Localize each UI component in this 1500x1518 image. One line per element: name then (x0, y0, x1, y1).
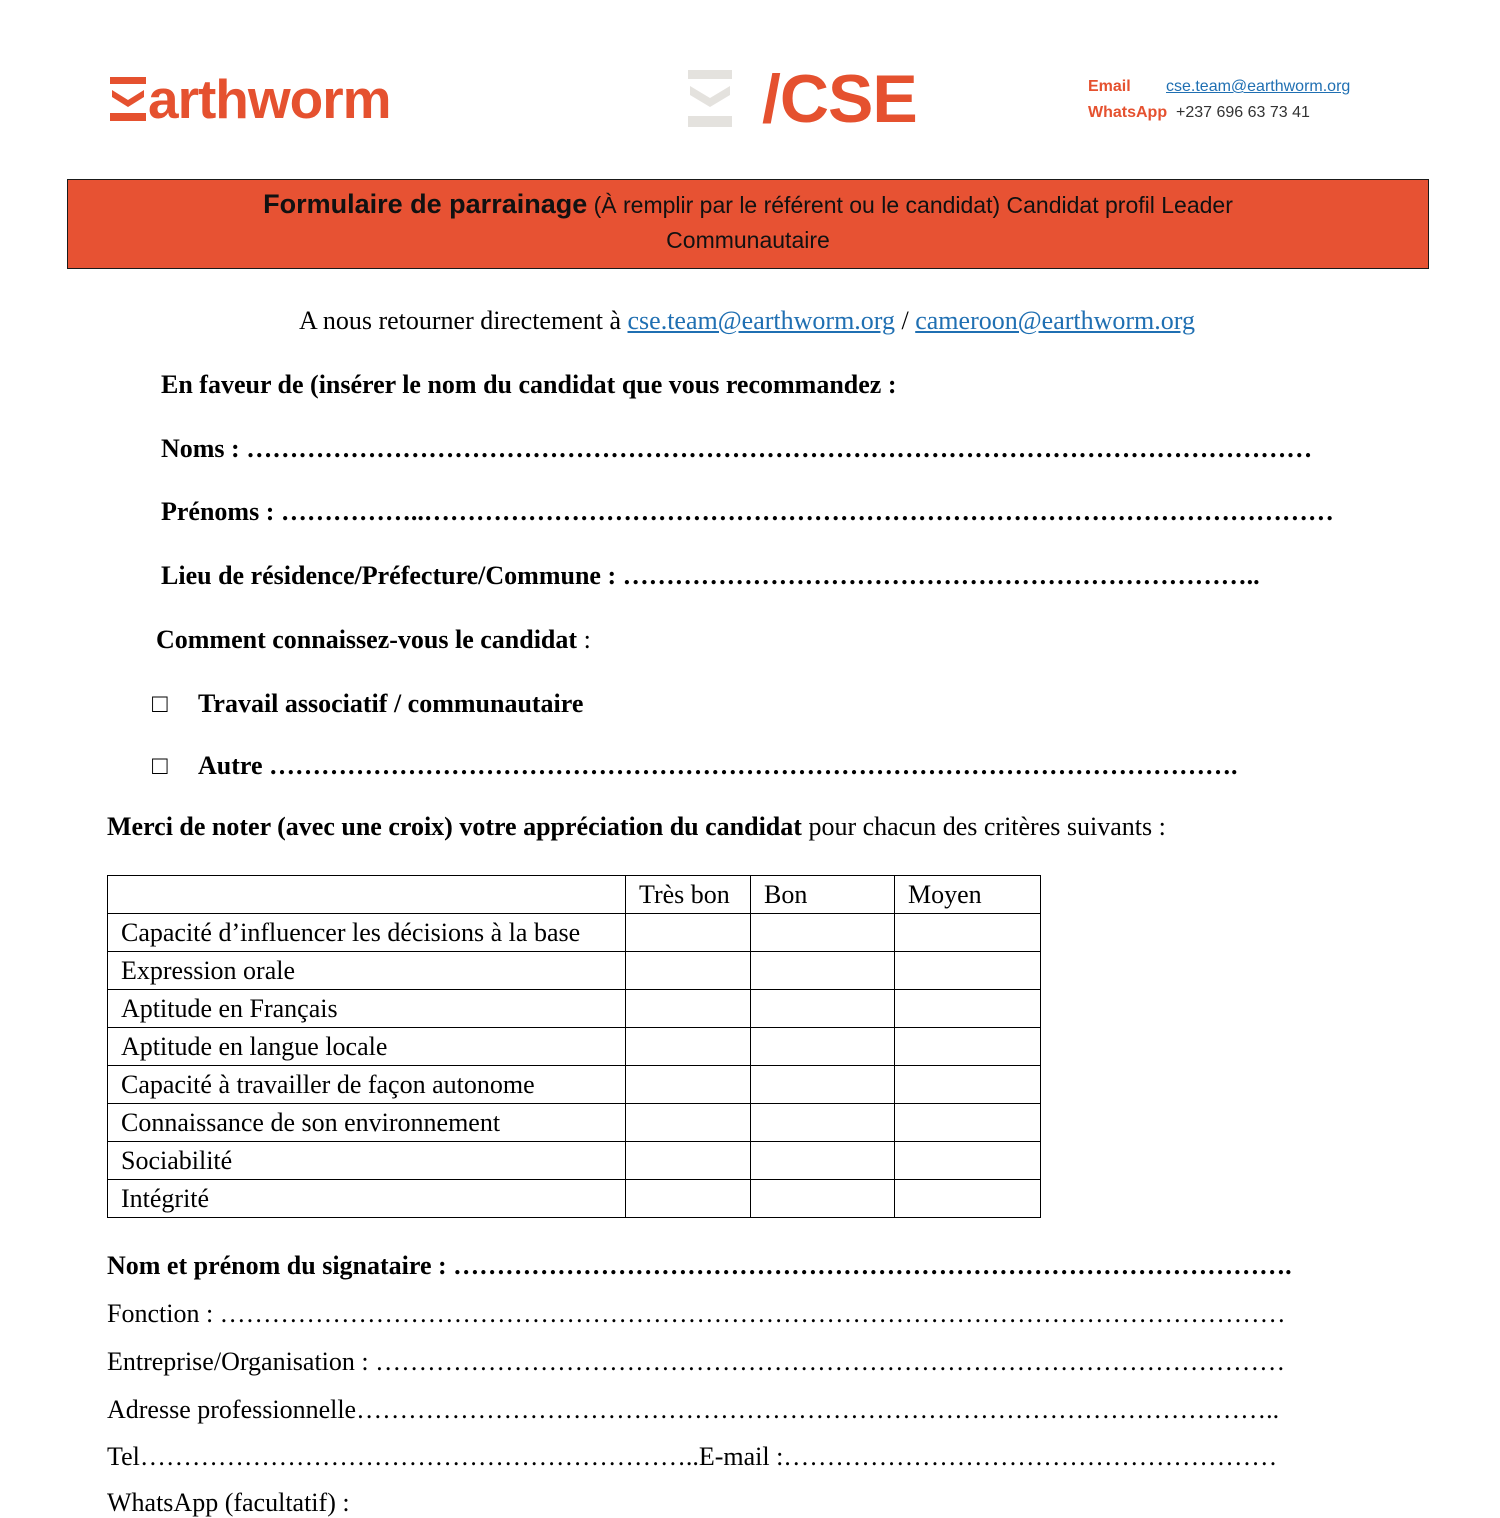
rating-cell-tres-bon[interactable] (626, 1066, 751, 1104)
table-row (108, 990, 1041, 1028)
rating-table (107, 875, 1041, 1218)
rating-cell-tres-bon[interactable] (626, 990, 751, 1028)
earthworm-mark-icon (110, 75, 146, 123)
noms-field[interactable]: Noms : …………………………………………………………………………………………………………… (161, 434, 1313, 463)
comment-question-rest: : (577, 625, 591, 654)
checkbox-associatif[interactable]: □ (152, 689, 168, 718)
rating-instructions-bold: Merci de noter (avec une croix) votre appréciation du candidat (107, 812, 802, 841)
return-text: A nous retourner directement à (299, 306, 628, 335)
table-row (108, 1028, 1041, 1066)
rating-cell-moyen[interactable] (895, 952, 1041, 990)
rating-instructions-rest: pour chacun des critères suivants : (801, 812, 1166, 841)
cse-mark-icon (686, 70, 734, 128)
title-banner (67, 179, 1429, 269)
rating-cell-bon[interactable] (751, 1066, 895, 1104)
contact-block (1088, 74, 1350, 126)
rating-cell-bon[interactable] (751, 952, 895, 990)
option-associatif[interactable] (152, 689, 583, 719)
rating-cell-moyen[interactable] (895, 1180, 1041, 1218)
table-row (108, 1180, 1041, 1218)
rating-cell-tres-bon[interactable] (626, 952, 751, 990)
logo-wordmark: arthworm (148, 67, 391, 130)
table-row (108, 1066, 1041, 1104)
whatsapp-number: +237 696 63 73 41 (1176, 104, 1310, 121)
separator: / (894, 306, 916, 335)
email-label: Email (1088, 78, 1131, 95)
comment-question-bold: Comment connaissez-vous le candidat (156, 625, 578, 654)
comment-question (156, 625, 591, 655)
adresse-field[interactable]: Adresse professionnelle…………………………………………………………………………………………….. (107, 1395, 1280, 1424)
header-tres-bon: Très bon (626, 876, 751, 914)
rating-cell-moyen[interactable] (895, 990, 1041, 1028)
cse-wordmark: /CSE (762, 61, 917, 137)
table-row (108, 1104, 1041, 1142)
signatory-name-field[interactable]: Nom et prénom du signataire : ……………………………………………………………………………………. (107, 1251, 1292, 1280)
fonction-field[interactable]: Fonction : …………………………………………………………………………………………………………… (107, 1299, 1286, 1328)
criterion-label: Intégrité (108, 1180, 626, 1218)
rating-cell-tres-bon[interactable] (626, 1104, 751, 1142)
rating-cell-tres-bon[interactable] (626, 1142, 751, 1180)
cameroon-email-link[interactable]: cameroon@earthworm.org (915, 306, 1195, 335)
rating-cell-bon[interactable] (751, 1180, 895, 1218)
rating-cell-moyen[interactable] (895, 1066, 1041, 1104)
header-moyen: Moyen (895, 876, 1041, 914)
option-associatif-label: Travail associatif / communautaire (198, 689, 584, 718)
criterion-label: Capacité d’influencer les décisions à la base (108, 914, 626, 952)
tel-email-field[interactable]: Tel………………………………………………………..E-mail :………………………………………………… (107, 1442, 1278, 1471)
table-row (108, 1142, 1041, 1180)
option-autre[interactable] (152, 751, 1238, 781)
email-link[interactable]: cse.team@earthworm.org (1166, 78, 1351, 95)
return-instructions (299, 306, 1195, 336)
rating-cell-moyen[interactable] (895, 1028, 1041, 1066)
cse-email-link[interactable]: cse.team@earthworm.org (627, 306, 895, 335)
criterion-label: Capacité à travailler de façon autonome (108, 1066, 626, 1104)
whatsapp-field[interactable]: WhatsApp (facultatif) : (107, 1488, 350, 1517)
rating-cell-bon[interactable] (751, 1028, 895, 1066)
rating-cell-tres-bon[interactable] (626, 914, 751, 952)
form-subtitle-line2: Communautaire (666, 227, 830, 253)
header-bon: Bon (751, 876, 895, 914)
form-subtitle: (À remplir par le référent ou le candidat) Candidat profil Leader (587, 192, 1233, 218)
lieu-field[interactable]: Lieu de résidence/Préfecture/Commune : ……………………………………………………………….. (161, 561, 1260, 590)
header-criterion (108, 876, 626, 914)
rating-cell-moyen[interactable] (895, 1142, 1041, 1180)
table-row (108, 952, 1041, 990)
criterion-label: Connaissance de son environnement (108, 1104, 626, 1142)
rating-cell-bon[interactable] (751, 1104, 895, 1142)
criterion-label: Sociabilité (108, 1142, 626, 1180)
earthworm-logo (110, 68, 391, 130)
option-autre-label: Autre …………………………………………………………………………………………………. (198, 751, 1238, 780)
criterion-label: Expression orale (108, 952, 626, 990)
prenoms-field[interactable]: Prénoms : ……………..…………………………………………………………………………………………… (161, 497, 1334, 526)
rating-cell-bon[interactable] (751, 914, 895, 952)
candidate-heading: En faveur de (insérer le nom du candidat que vous recommandez : (161, 370, 897, 399)
rating-cell-tres-bon[interactable] (626, 1180, 751, 1218)
criterion-label: Aptitude en Français (108, 990, 626, 1028)
cse-logo (686, 61, 917, 137)
rating-cell-moyen[interactable] (895, 1104, 1041, 1142)
table-header-row (108, 876, 1041, 914)
rating-instructions (107, 812, 1166, 842)
rating-cell-moyen[interactable] (895, 914, 1041, 952)
rating-cell-bon[interactable] (751, 990, 895, 1028)
criterion-label: Aptitude en langue locale (108, 1028, 626, 1066)
checkbox-autre[interactable]: □ (152, 751, 168, 780)
whatsapp-label: WhatsApp (1088, 104, 1168, 121)
entreprise-field[interactable]: Entreprise/Organisation : …………………………………………………………………………………………… (107, 1347, 1286, 1376)
rating-cell-tres-bon[interactable] (626, 1028, 751, 1066)
rating-cell-bon[interactable] (751, 1142, 895, 1180)
table-row (108, 914, 1041, 952)
form-title: Formulaire de parrainage (263, 189, 588, 219)
